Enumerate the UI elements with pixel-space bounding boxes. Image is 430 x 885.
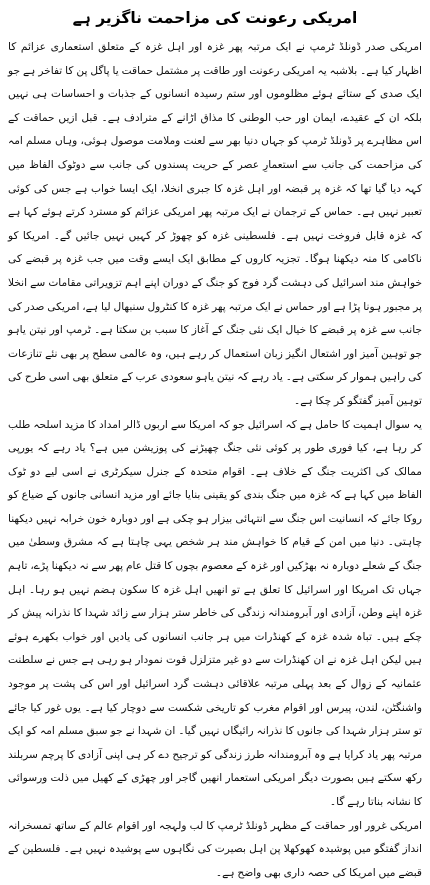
article-paragraph-1: امریکی صدر ڈونلڈ ٹرمپ نے ایک مرتبہ پھر غزہ اور اہل غزہ کے متعلق استعماری عزائم کا اظہار کیا ہے۔ بلاشبہ یہ امریکی رعونت اور طاقت پر مشتمل حماقت یا پاگل پن کا تفاخر ہے جو ایک صدی کے ستائے ہوئے مظلوموں اور ستم رسیدہ انسانوں کے جذبات و احساسات ہی نہیں بلکہ ان کے عقیدے، ایمان اور حب الوطنی کا مذاق اڑانے کے مترادف ہے۔ قبل ازیں حماقت کے اس مظاہرے پر ڈونلڈ ٹرمپ کو جہاں دنیا بھر سے لعنت وملامت موصول ہوئی، وہاں مسلم امہ کی مزاحمت کی جانب سے استعمارِ عصر کے حریت پسندوں کی جانب سے دوٹوک الفاظ میں کہہ دیا گیا تھا کہ غزہ پر قبضہ اور اہل غزہ کا جبری انخلا، ایک ایسا خواب ہے جس کی کوئی تعبیر نہیں ہے۔ حماس کے ترجمان نے ایک مرتبہ پھر امریکی عزائم کو مسترد کرتے ہوئے کہا ہے کہ غزہ قابل فروخت نہیں ہے۔ فلسطینی غزہ کو چھوڑ کر کہیں نہیں جائیں گے۔ امریکا کو ناکامی کا منہ دیکھنا ہوگا۔ تجزیہ کاروں کے مطابق ایک ایسے وقت میں جب غزہ پر قبضے کی خواہش مند اسرائیل کی دہشت گرد فوج کو جنگ کے دوران اپنے اہم تزویراتی مقامات سے انخلا پر مجبور ہونا پڑا ہے اور حماس نے ایک مرتبہ پھر غزہ کا کنٹرول سنبھال لیا ہے، امریکی صدر کی جانب سے غزہ پر قبضے کا خیال ایک نئی جنگ کے آغاز کا سبب بن سکتا ہے۔ ٹرمپ اور نیتن یاہو جو توہین آمیز اور اشتعال انگیز زبان استعمال کر رہے ہیں، وہ عالمی سطح پر بھی نئے تنازعات کی راہیں ہموار کر سکتی ہے۔ یاد رہے کہ نیتن یاہو سعودی عرب کے متعلق بھی اسی طرح کی توہین آمیز گفتگو کر چکا ہے۔ bbox=[8, 41, 422, 407]
article-paragraph-2: یہ سوال اہمیت کا حامل ہے کہ اسرائیل جو کہ امریکا سے اربوں ڈالر امداد کا مزید اسلحہ طلب کر رہا ہے، کیا فوری طور پر کوئی نئی جنگ چھیڑنے کی پوزیشن میں ہے؟ یاد رہے کہ یورپی ممالک کی اکثریت جنگ کے خلاف ہے۔ اقوام متحدہ کے جنرل سیکرٹری نے اسی لیے دو ٹوک الفاظ میں کہا ہے کہ غزہ میں جنگ بندی کو یقینی بنایا جائے اور مزید انسانی جانوں کے ضیاع کو روکا جائے کہ انسانیت اس جنگ سے انتہائی بیزار ہو چکی ہے اور دوبارہ خون خرابہ نہیں دیکھنا چاہتی۔ دنیا میں امن کے قیام کا خواہش مند ہر شخص یہی چاہتا ہے کہ مشرق وسطیٰ میں جنگ کے شعلے دوبارہ نہ بھڑکیں اور غزہ کے معصوم بچوں کا قتل عام پھر سے نہ دیکھنا پڑے، تاہم جہاں تک امریکا اور اسرائیل کا تعلق ہے تو انھیں اہل غزہ کا سکون ہضم نہیں ہو رہا۔ اہل غزہ اپنے وطن، آزادی اور آبرومندانہ زندگی کی خاطر ستر ہزار سے زائد شہدا کا نذرانہ پیش کر چکے ہیں۔ تباہ شدہ غزہ کے کھنڈرات میں ہر جانب انسانوں کی یادیں اور خواب بکھرے ہوئے ہیں لیکن اہل غزہ نے ان کھنڈرات سے دو غیر متزلزل قوت نمودار ہو رہی ہے جس نے سلطنت عثمانیہ کے زوال کے بعد پہلی مرتبہ علاقائی دہشت گرد اسرائیل اور اس کی پشت پر موجود واشنگٹن، لندن، پیرس اور اقوام مغرب کو تاریخی شکست سے دوچار کیا ہے۔ یوں غور کیا جائے تو ستر ہزار شہدا کی جانوں کا نذرانہ رائیگاں نہیں گیا۔ ان شہدا نے جو سبق مسلم امہ کو ایک مرتبہ پھر یاد کرایا ہے وہ آبرومندانہ طرز زندگی کو ترجیح دے کر ہی اپنی آزادی کا پرچم سربلند رکھ سکتے ہیں بصورت دیگر امریکی استعمار انھیں گاجر اور چھڑی کے کھیل میں ذلت ورسوائی کا نشانہ بناتا رہے گا۔ bbox=[8, 418, 422, 808]
article-paragraph-3: امریکی غرور اور حماقت کے مظہر ڈونلڈ ٹرمپ کا لب ولہجہ اور اقوام عالم کے ساتھ تمسخرانہ انداز گفتگو میں پوشیدہ کھوکھلا پن اہل بصیرت کی نگاہوں سے پوشیدہ نہیں ہے۔ فلسطین کے قبضے میں امریکا کی حصہ داری بھی واضح ہے۔ bbox=[8, 819, 422, 879]
article-body bbox=[8, 36, 422, 885]
article-headline: امریکی رعونت کی مزاحمت ناگزیر ہے bbox=[72, 9, 358, 27]
